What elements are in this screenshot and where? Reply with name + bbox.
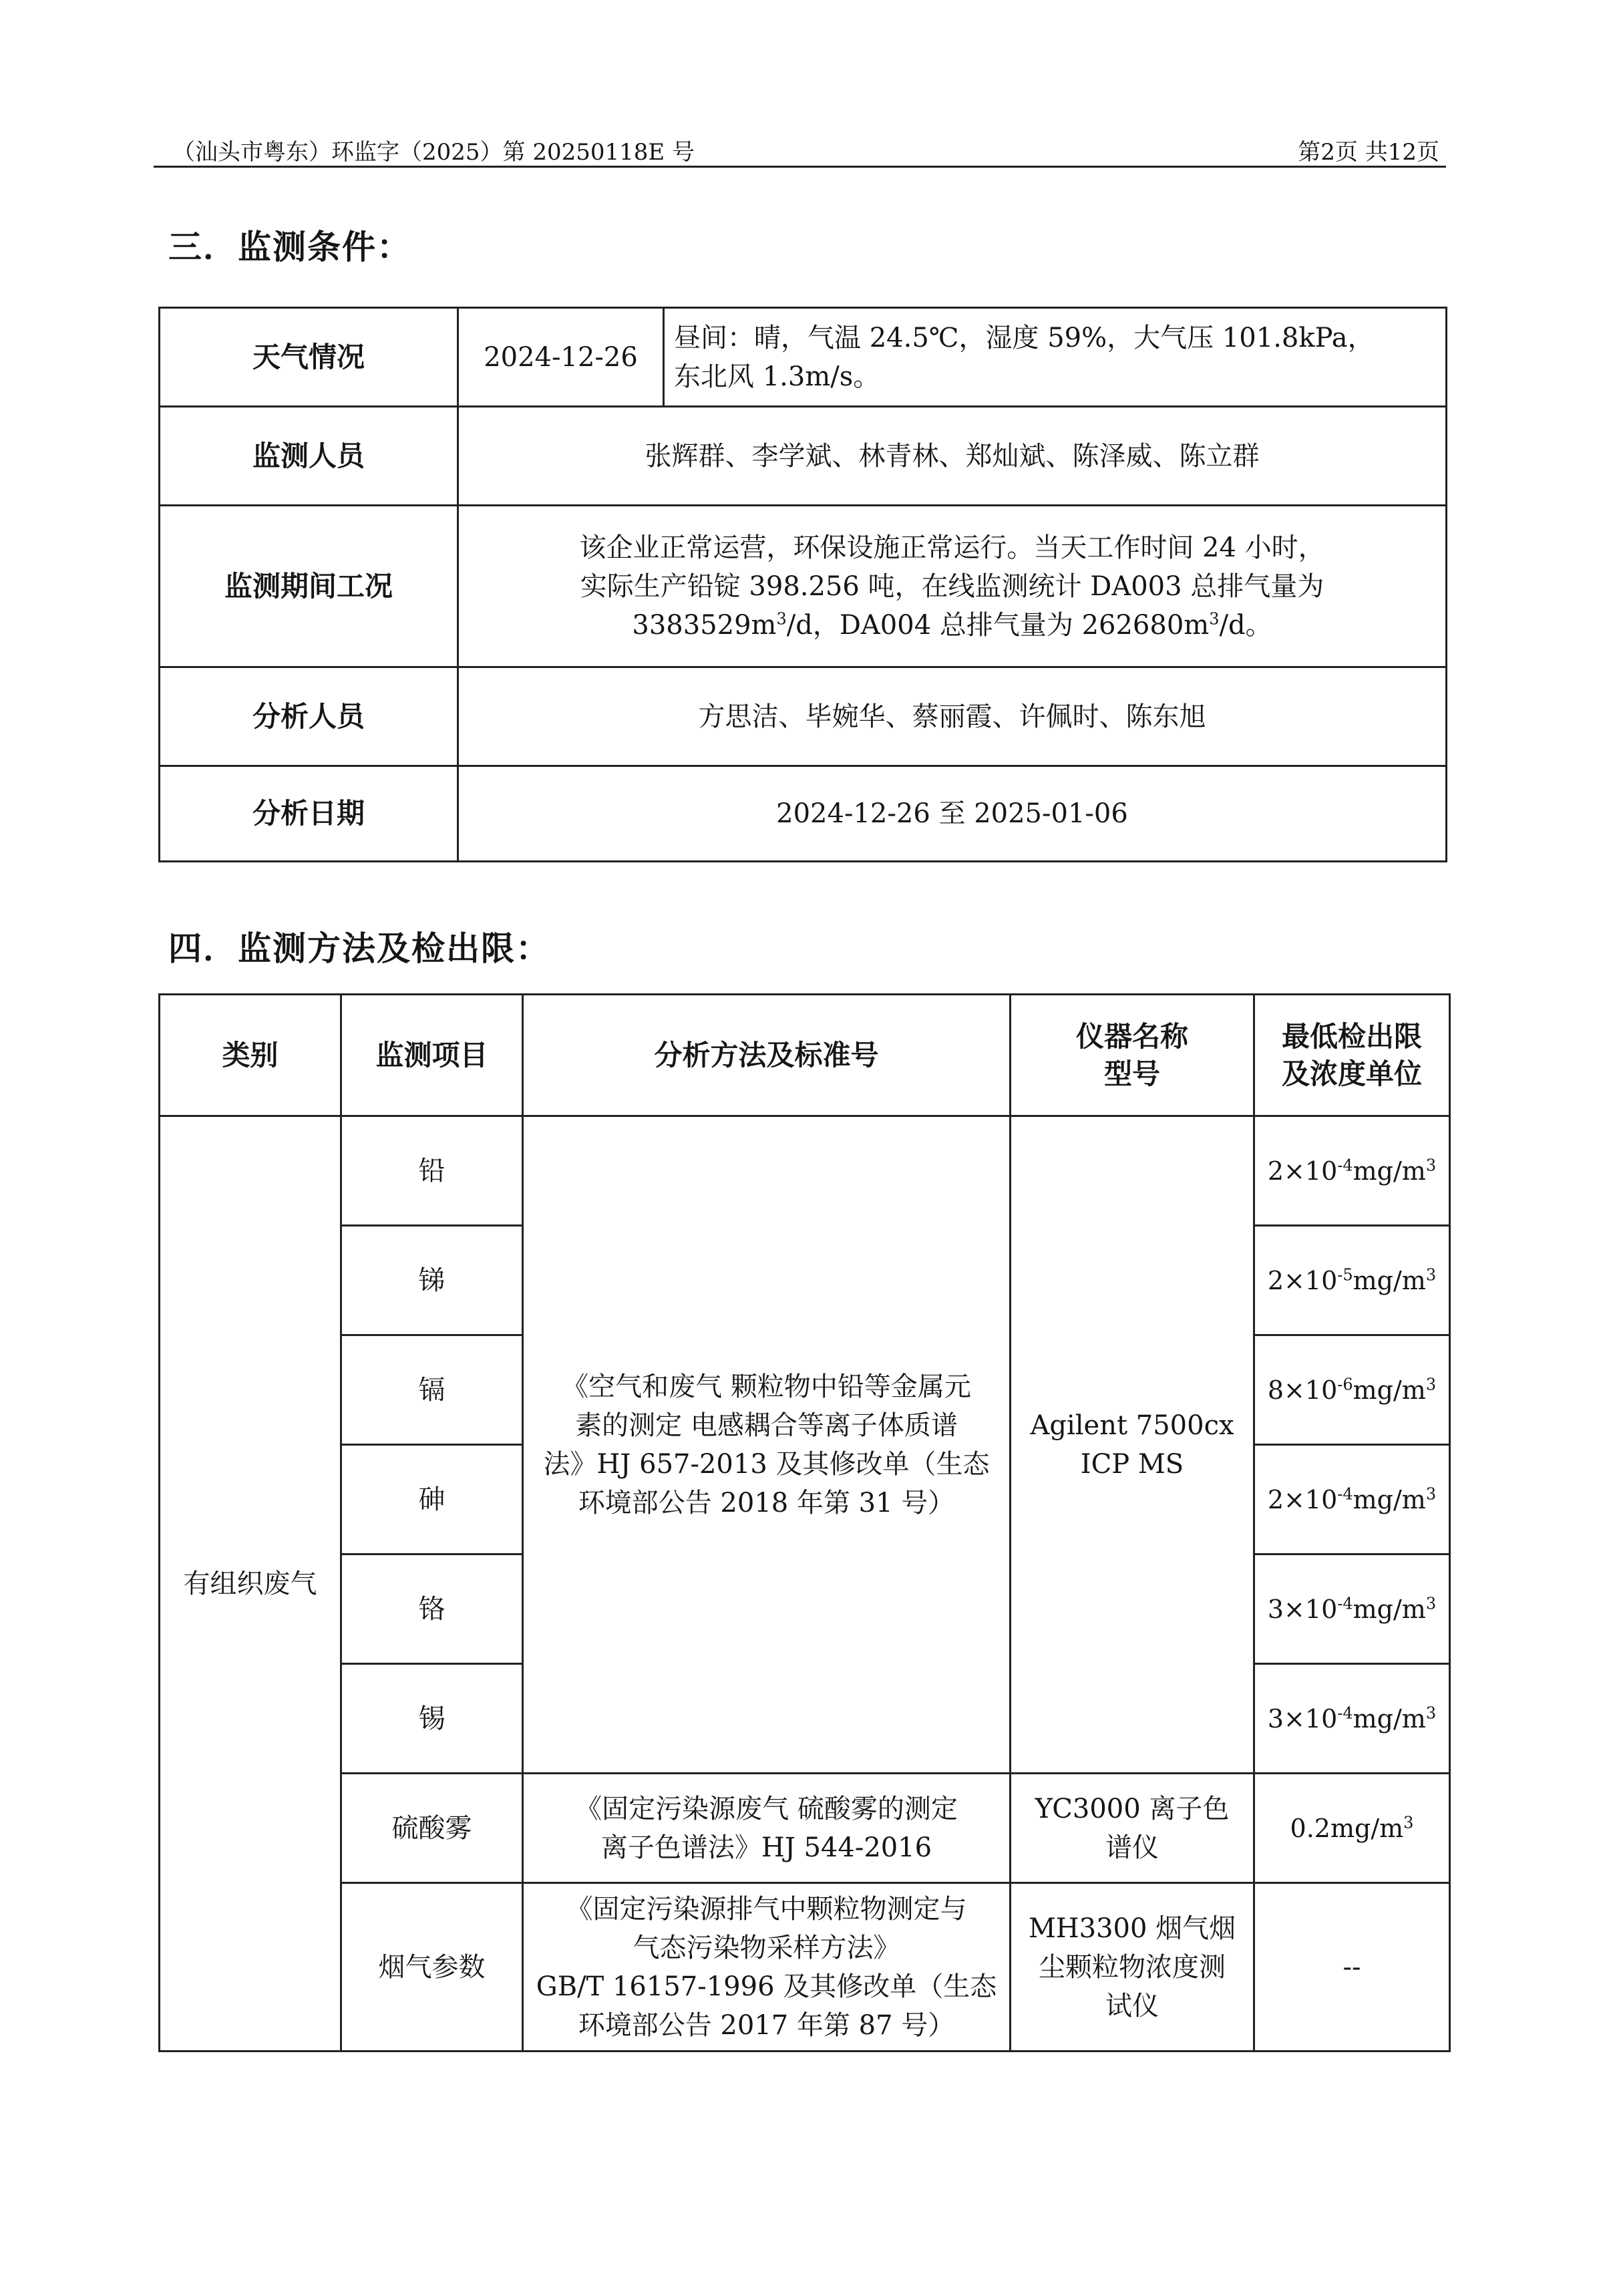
limit-unit: mg/m <box>1353 1594 1426 1624</box>
condition-volume-2: /d，DA004 总排气量为 262680m <box>786 609 1210 641</box>
condition-line-2: 实际生产铅锭 398.256 吨，在线监测统计 DA003 总排气量为 <box>580 570 1324 602</box>
acid-method-line-2: 离子色谱法》HJ 544-2016 <box>600 1832 932 1863</box>
item-cell: 烟气参数 <box>341 1883 523 2052</box>
metals-method-line-3: 法》HJ 657-2013 及其修改单（生态 <box>543 1448 990 1480</box>
document-number: （汕头市粤东）环监字（2025）第 20250118E 号 <box>172 139 695 166</box>
metals-method-line-2: 素的测定 电感耦合等离子体质谱 <box>575 1410 958 1441</box>
limit-exponent: -4 <box>1337 1703 1353 1722</box>
limit-base: 2×10 <box>1267 1156 1338 1186</box>
limit-exponent: -4 <box>1337 1155 1353 1174</box>
condition-line-1: 该企业正常运营，环保设施正常运行。当天工作时间 24 小时， <box>579 532 1325 563</box>
limit-base: 0.2mg/m <box>1290 1813 1404 1843</box>
superscript: 3 <box>1209 609 1220 629</box>
unit-exponent: 3 <box>1425 1155 1437 1174</box>
monitoring-conditions-table <box>158 307 1447 862</box>
analysis-date-row <box>160 766 1447 862</box>
analysis-date-label: 分析日期 <box>160 766 458 862</box>
header-limit <box>1254 995 1450 1116</box>
limit-base: 3×10 <box>1267 1703 1338 1734</box>
flue-instrument-cell <box>1011 1883 1254 2052</box>
limit-unit: mg/m <box>1353 1156 1426 1186</box>
flue-method-line-4: 环境部公告 2017 年第 87 号） <box>578 2009 955 2041</box>
unit-exponent: 3 <box>1425 1374 1437 1393</box>
metals-method-line-4: 环境部公告 2018 年第 31 号） <box>578 1487 955 1518</box>
flue-instrument-line-1: MH3300 烟气烟 <box>1028 1913 1236 1944</box>
header-instrument <box>1011 995 1254 1116</box>
item-cell: 锡 <box>341 1664 523 1774</box>
condition-line-3 <box>468 606 1436 645</box>
header-instrument-line-1: 仪器名称 <box>1075 1019 1188 1053</box>
weather-line-2: 东北风 1.3m/s。 <box>674 361 880 392</box>
limit-unit: mg/m <box>1353 1265 1426 1295</box>
header-instrument-line-2: 型号 <box>1103 1057 1160 1090</box>
item-cell: 铬 <box>341 1554 523 1664</box>
limit-base: 3×10 <box>1267 1594 1338 1624</box>
limit-cell <box>1254 1116 1450 1226</box>
weather-row <box>160 308 1447 407</box>
metals-method-line-1: 《空气和废气 颗粒物中铅等金属元 <box>562 1371 971 1402</box>
section-3-title: 三．监测条件： <box>168 227 411 267</box>
superscript: 3 <box>776 609 787 629</box>
limit-cell <box>1254 1664 1450 1774</box>
limit-cell <box>1254 1445 1450 1554</box>
flue-method-line-2: 气态污染物采样方法》 <box>633 1932 900 1963</box>
condition-volume-1: 3383529m <box>632 609 777 641</box>
methods-header-row <box>160 995 1450 1116</box>
unit-exponent: 3 <box>1425 1484 1437 1503</box>
metals-instrument-line-1: Agilent 7500cx <box>1030 1410 1234 1441</box>
metals-instrument-cell <box>1011 1116 1254 1774</box>
condition-value <box>458 506 1447 667</box>
item-cell: 锑 <box>341 1226 523 1335</box>
acid-instrument-cell <box>1011 1774 1254 1883</box>
metals-method-cell <box>523 1116 1011 1774</box>
item-cell: 铅 <box>341 1116 523 1226</box>
limit-unit: mg/m <box>1353 1703 1426 1734</box>
acid-method-cell <box>523 1774 1011 1883</box>
condition-row <box>160 506 1447 667</box>
unit-exponent: 3 <box>1425 1593 1437 1613</box>
analyst-label: 分析人员 <box>160 667 458 766</box>
flue-instrument-line-3: 试仪 <box>1105 1990 1159 2021</box>
staff-value: 张辉群、李学斌、林青林、郑灿斌、陈泽威、陈立群 <box>458 407 1447 506</box>
limit-unit: mg/m <box>1353 1375 1426 1405</box>
unit-exponent: 3 <box>1403 1812 1414 1832</box>
item-cell: 砷 <box>341 1445 523 1554</box>
flue-method-cell <box>523 1883 1011 2052</box>
weather-line-1: 昼间：晴，气温 24.5℃，湿度 59%，大气压 101.8kPa， <box>674 322 1375 353</box>
acid-method-line-1: 《固定污染源废气 硫酸雾的测定 <box>575 1793 958 1824</box>
flue-method-line-1: 《固定污染源排气中颗粒物测定与 <box>566 1893 967 1925</box>
header-rule <box>154 166 1446 168</box>
unit-exponent: 3 <box>1425 1703 1437 1722</box>
category-cell: 有组织废气 <box>160 1116 341 2052</box>
header-method: 分析方法及标准号 <box>523 995 1011 1116</box>
limit-exponent: -4 <box>1337 1484 1353 1503</box>
limit-base: 8×10 <box>1267 1375 1338 1405</box>
limit-exponent: -4 <box>1337 1593 1353 1613</box>
unit-exponent: 3 <box>1425 1265 1437 1284</box>
item-cell: 硫酸雾 <box>341 1774 523 1883</box>
weather-date: 2024-12-26 <box>458 308 664 407</box>
flue-method-line-3: GB/T 16157-1996 及其修改单（生态 <box>536 1971 997 2002</box>
limit-cell: -- <box>1254 1883 1450 2052</box>
condition-label: 监测期间工况 <box>160 506 458 667</box>
analysis-date-value: 2024-12-26 至 2025-01-06 <box>458 766 1447 862</box>
page-header <box>154 134 1446 166</box>
metals-instrument-line-2: ICP MS <box>1080 1448 1184 1480</box>
limit-cell <box>1254 1554 1450 1664</box>
limit-unit: mg/m <box>1353 1484 1426 1514</box>
page-info: 第2页 共12页 <box>1298 139 1439 166</box>
header-item: 监测项目 <box>341 995 523 1116</box>
analyst-row <box>160 667 1447 766</box>
weather-label: 天气情况 <box>160 308 458 407</box>
limit-base: 2×10 <box>1267 1265 1338 1295</box>
acid-instrument-line-2: 谱仪 <box>1105 1832 1159 1863</box>
limit-base: 2×10 <box>1267 1484 1338 1514</box>
analyst-value: 方思洁、毕婉华、蔡丽霞、许佩时、陈东旭 <box>458 667 1447 766</box>
staff-row <box>160 407 1447 506</box>
limit-cell <box>1254 1335 1450 1445</box>
flue-gas-row <box>160 1883 1450 2052</box>
acid-instrument-line-1: YC3000 离子色 <box>1035 1793 1230 1824</box>
limit-cell <box>1254 1774 1450 1883</box>
staff-label: 监测人员 <box>160 407 458 506</box>
acid-mist-row <box>160 1774 1450 1883</box>
table-row <box>160 1116 1450 1226</box>
weather-value <box>664 308 1447 407</box>
limit-exponent: -6 <box>1337 1374 1353 1393</box>
condition-end: /d。 <box>1219 609 1272 641</box>
header-limit-line-1: 最低检出限 <box>1281 1019 1422 1053</box>
section-4-title: 四．监测方法及检出限： <box>168 929 550 968</box>
limit-exponent: -5 <box>1337 1265 1353 1284</box>
item-cell: 镉 <box>341 1335 523 1445</box>
flue-instrument-line-2: 尘颗粒物浓度测 <box>1039 1951 1226 1983</box>
methods-table <box>158 993 1451 2052</box>
header-limit-line-2: 及浓度单位 <box>1281 1057 1422 1090</box>
limit-cell <box>1254 1226 1450 1335</box>
header-category: 类别 <box>160 995 341 1116</box>
